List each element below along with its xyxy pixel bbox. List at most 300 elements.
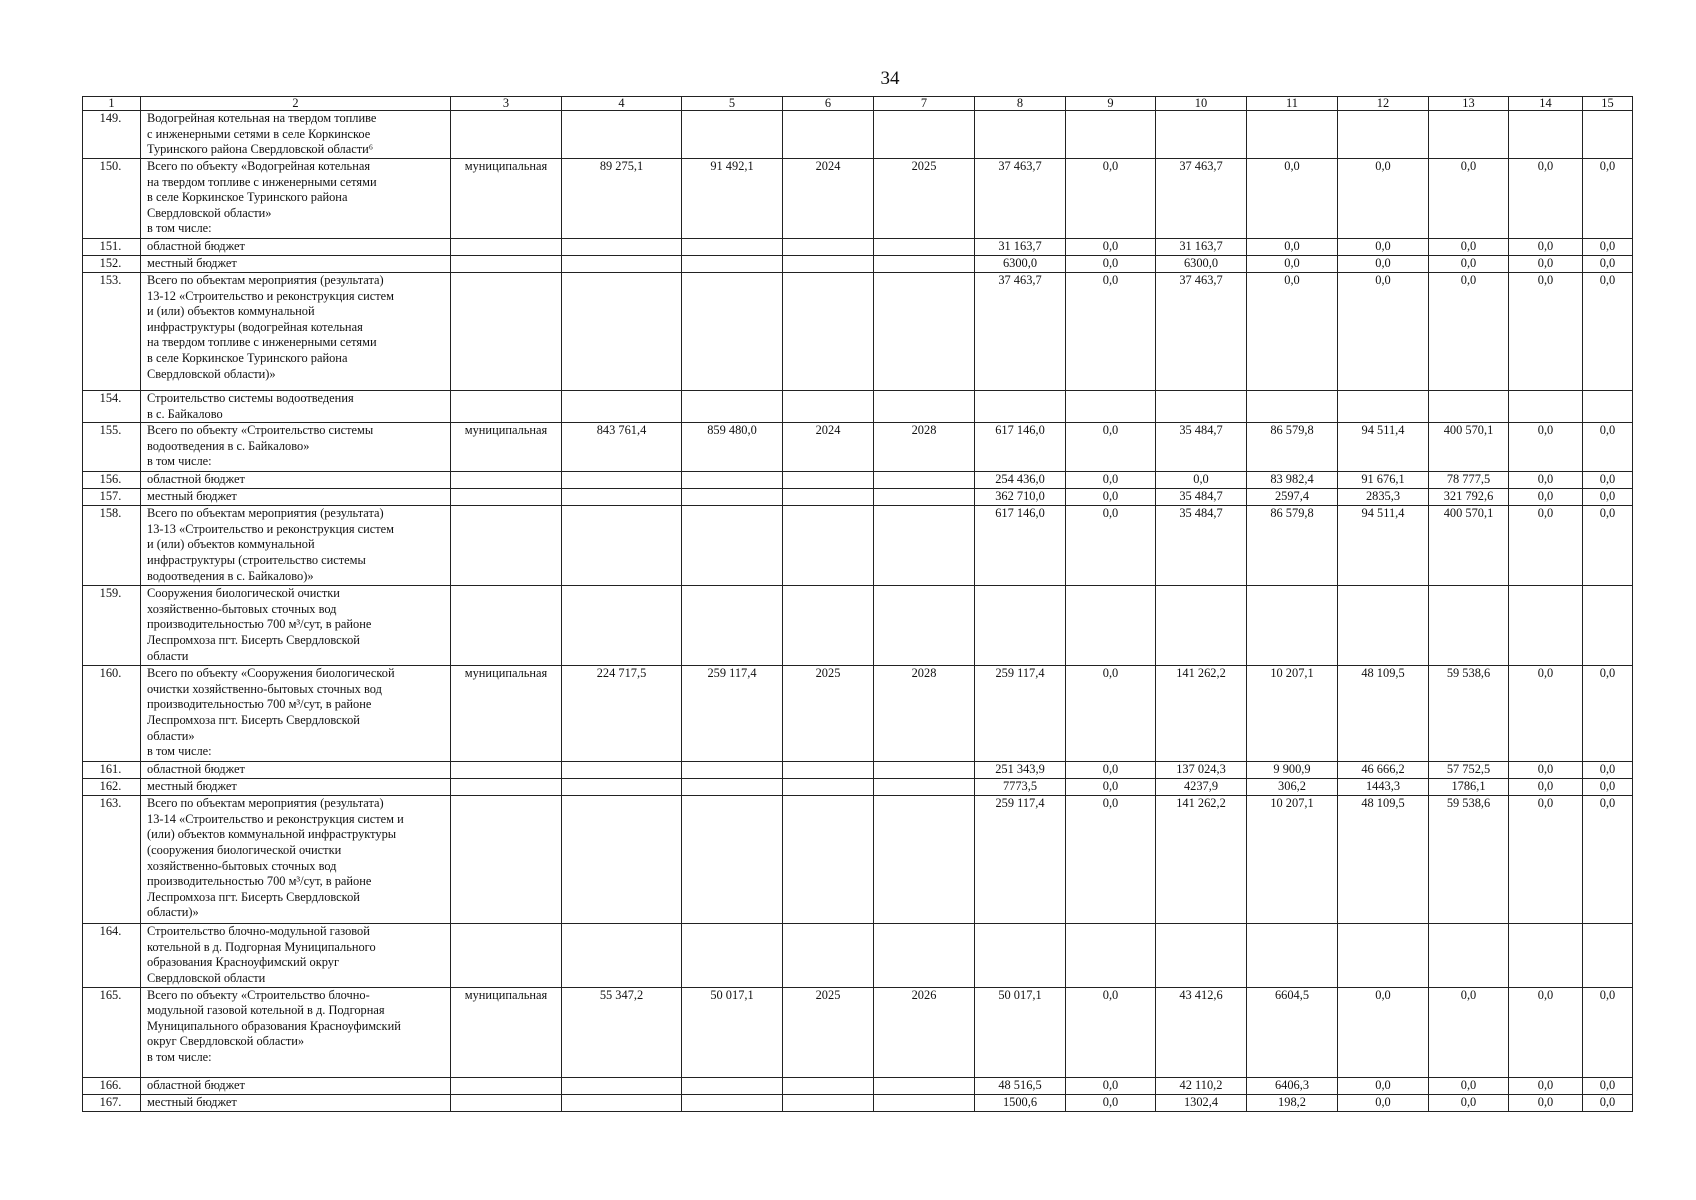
cell-col-14: 0,0 [1509, 423, 1583, 472]
table-row [83, 159, 1633, 239]
cell-col-12: 94 511,4 [1338, 423, 1429, 472]
cell-col-9: 0,0 [1066, 273, 1156, 391]
cell-col-11: 0,0 [1247, 256, 1338, 273]
cell-col-4 [562, 924, 682, 987]
cell-col-3 [451, 762, 562, 779]
row-name: местный бюджет [141, 779, 451, 796]
cell-col-9: 0,0 [1066, 423, 1156, 472]
cell-col-14: 0,0 [1509, 762, 1583, 779]
cell-col-4 [562, 489, 682, 506]
cell-col-11 [1247, 111, 1338, 159]
cell-col-3 [451, 391, 562, 423]
cell-col-3 [451, 239, 562, 256]
cell-col-8: 254 436,0 [975, 472, 1066, 489]
cell-col-3 [451, 111, 562, 159]
column-header: 15 [1583, 97, 1633, 111]
cell-col-3 [451, 506, 562, 586]
cell-col-12: 1443,3 [1338, 779, 1429, 796]
cell-col-5 [682, 796, 783, 924]
cell-col-11: 2597,4 [1247, 489, 1338, 506]
cell-col-9: 0,0 [1066, 987, 1156, 1077]
cell-col-4 [562, 1094, 682, 1111]
row-number: 157. [83, 489, 141, 506]
cell-col-11: 0,0 [1247, 239, 1338, 256]
cell-col-6: 2024 [783, 159, 874, 239]
cell-col-12 [1338, 924, 1429, 987]
cell-col-12: 0,0 [1338, 239, 1429, 256]
cell-col-3 [451, 796, 562, 924]
cell-col-10: 35 484,7 [1156, 423, 1247, 472]
cell-col-12: 0,0 [1338, 1077, 1429, 1094]
column-header: 11 [1247, 97, 1338, 111]
row-number: 165. [83, 987, 141, 1077]
row-number: 150. [83, 159, 141, 239]
cell-col-13: 400 570,1 [1429, 423, 1509, 472]
table-row [83, 1077, 1633, 1094]
table-row [83, 423, 1633, 472]
cell-col-12: 0,0 [1338, 1094, 1429, 1111]
cell-col-15: 0,0 [1583, 1094, 1633, 1111]
cell-col-4 [562, 762, 682, 779]
cell-col-8: 37 463,7 [975, 273, 1066, 391]
table-row [83, 273, 1633, 391]
row-name: Всего по объектам мероприятия (результата) 13-14 «Строительство и реконструкция систем и (или) объектов коммунальной инфраструктуры (сооружения биологической очистки хозяйственно-бытовых сточных вод производительностью 700 м³/сут, в районе Леспромхоза пгт. Бисерть Свердловской области)» [141, 796, 451, 924]
cell-col-12 [1338, 391, 1429, 423]
cell-col-6 [783, 1077, 874, 1094]
cell-col-5 [682, 779, 783, 796]
page-number: 34 [880, 68, 900, 89]
cell-col-15: 0,0 [1583, 666, 1633, 762]
cell-col-7 [874, 239, 975, 256]
row-number: 160. [83, 666, 141, 762]
cell-col-13: 78 777,5 [1429, 472, 1509, 489]
cell-col-8: 31 163,7 [975, 239, 1066, 256]
cell-col-14 [1509, 111, 1583, 159]
table-row [83, 987, 1633, 1077]
cell-col-9 [1066, 391, 1156, 423]
cell-col-8: 1500,6 [975, 1094, 1066, 1111]
cell-col-13: 0,0 [1429, 273, 1509, 391]
cell-col-15 [1583, 391, 1633, 423]
cell-col-12: 48 109,5 [1338, 796, 1429, 924]
cell-col-15: 0,0 [1583, 472, 1633, 489]
cell-col-14: 0,0 [1509, 779, 1583, 796]
cell-col-11: 0,0 [1247, 273, 1338, 391]
row-name: Всего по объекту «Сооружения биологической очистки хозяйственно-бытовых сточных вод производительностью 700 м³/сут, в районе Леспромхоза пгт. Бисерть Свердловской области» в том числе: [141, 666, 451, 762]
cell-col-7 [874, 256, 975, 273]
cell-col-6 [783, 111, 874, 159]
cell-col-15: 0,0 [1583, 489, 1633, 506]
cell-col-5 [682, 1094, 783, 1111]
cell-col-4 [562, 256, 682, 273]
row-number: 167. [83, 1094, 141, 1111]
cell-col-6 [783, 506, 874, 586]
row-number: 162. [83, 779, 141, 796]
cell-col-10: 35 484,7 [1156, 489, 1247, 506]
column-header: 4 [562, 97, 682, 111]
row-number: 158. [83, 506, 141, 586]
cell-col-7 [874, 489, 975, 506]
cell-col-8 [975, 924, 1066, 987]
cell-col-15: 0,0 [1583, 762, 1633, 779]
cell-col-11 [1247, 924, 1338, 987]
cell-col-10: 1302,4 [1156, 1094, 1247, 1111]
cell-col-5: 50 017,1 [682, 987, 783, 1077]
column-header: 7 [874, 97, 975, 111]
cell-col-14: 0,0 [1509, 256, 1583, 273]
cell-col-6 [783, 796, 874, 924]
cell-col-8 [975, 586, 1066, 666]
cell-col-5 [682, 472, 783, 489]
cell-col-8: 37 463,7 [975, 159, 1066, 239]
cell-col-7: 2028 [874, 666, 975, 762]
cell-col-13: 0,0 [1429, 159, 1509, 239]
row-number: 154. [83, 391, 141, 423]
cell-col-5 [682, 489, 783, 506]
cell-col-3 [451, 256, 562, 273]
cell-col-9: 0,0 [1066, 489, 1156, 506]
cell-col-11: 86 579,8 [1247, 423, 1338, 472]
cell-col-10: 31 163,7 [1156, 239, 1247, 256]
cell-col-14: 0,0 [1509, 1094, 1583, 1111]
cell-col-7 [874, 506, 975, 586]
cell-col-4 [562, 586, 682, 666]
cell-col-7 [874, 391, 975, 423]
cell-col-10: 35 484,7 [1156, 506, 1247, 586]
cell-col-7 [874, 1077, 975, 1094]
cell-col-8: 7773,5 [975, 779, 1066, 796]
cell-col-12: 0,0 [1338, 987, 1429, 1077]
cell-col-11: 0,0 [1247, 159, 1338, 239]
cell-col-12 [1338, 586, 1429, 666]
row-number: 159. [83, 586, 141, 666]
cell-col-5 [682, 924, 783, 987]
cell-col-15 [1583, 586, 1633, 666]
table-row [83, 239, 1633, 256]
cell-col-7 [874, 924, 975, 987]
cell-col-7 [874, 273, 975, 391]
cell-col-6 [783, 779, 874, 796]
cell-col-6 [783, 586, 874, 666]
cell-col-13 [1429, 586, 1509, 666]
cell-col-5 [682, 1077, 783, 1094]
column-header: 2 [141, 97, 451, 111]
table-row [83, 1094, 1633, 1111]
cell-col-9: 0,0 [1066, 256, 1156, 273]
table-row [83, 666, 1633, 762]
cell-col-11 [1247, 586, 1338, 666]
column-header: 9 [1066, 97, 1156, 111]
cell-col-5 [682, 762, 783, 779]
cell-col-4 [562, 391, 682, 423]
cell-col-13: 1786,1 [1429, 779, 1509, 796]
cell-col-5 [682, 586, 783, 666]
cell-col-13: 400 570,1 [1429, 506, 1509, 586]
cell-col-7 [874, 796, 975, 924]
cell-col-11: 9 900,9 [1247, 762, 1338, 779]
cell-col-15: 0,0 [1583, 256, 1633, 273]
cell-col-15: 0,0 [1583, 159, 1633, 239]
cell-col-13: 0,0 [1429, 239, 1509, 256]
cell-col-9 [1066, 111, 1156, 159]
cell-col-15: 0,0 [1583, 506, 1633, 586]
cell-col-4 [562, 239, 682, 256]
row-number: 149. [83, 111, 141, 159]
row-name: Всего по объекту «Водогрейная котельная на твердом топливе с инженерными сетями в селе Коркинское Туринского района Свердловской области» в том числе: [141, 159, 451, 239]
cell-col-10 [1156, 111, 1247, 159]
table-row [83, 506, 1633, 586]
cell-col-6 [783, 273, 874, 391]
cell-col-4 [562, 472, 682, 489]
cell-col-10: 137 024,3 [1156, 762, 1247, 779]
row-name: местный бюджет [141, 256, 451, 273]
column-header: 5 [682, 97, 783, 111]
cell-col-12: 46 666,2 [1338, 762, 1429, 779]
cell-col-10: 141 262,2 [1156, 666, 1247, 762]
cell-col-9 [1066, 586, 1156, 666]
cell-col-9: 0,0 [1066, 1077, 1156, 1094]
cell-col-4 [562, 779, 682, 796]
cell-col-15: 0,0 [1583, 273, 1633, 391]
cell-col-9: 0,0 [1066, 796, 1156, 924]
budget-table [82, 96, 1633, 1112]
cell-col-7 [874, 111, 975, 159]
cell-col-4: 89 275,1 [562, 159, 682, 239]
cell-col-12: 48 109,5 [1338, 666, 1429, 762]
cell-col-13 [1429, 924, 1509, 987]
row-name: местный бюджет [141, 489, 451, 506]
cell-col-9 [1066, 924, 1156, 987]
cell-col-8: 617 146,0 [975, 423, 1066, 472]
cell-col-5: 91 492,1 [682, 159, 783, 239]
cell-col-15 [1583, 111, 1633, 159]
cell-col-7 [874, 472, 975, 489]
cell-col-12: 0,0 [1338, 273, 1429, 391]
table-row [83, 489, 1633, 506]
cell-col-10: 0,0 [1156, 472, 1247, 489]
cell-col-7: 2028 [874, 423, 975, 472]
table-row [83, 779, 1633, 796]
cell-col-5 [682, 273, 783, 391]
cell-col-14: 0,0 [1509, 506, 1583, 586]
cell-col-4: 55 347,2 [562, 987, 682, 1077]
cell-col-13: 57 752,5 [1429, 762, 1509, 779]
cell-col-10: 4237,9 [1156, 779, 1247, 796]
row-name: областной бюджет [141, 239, 451, 256]
cell-col-9: 0,0 [1066, 762, 1156, 779]
cell-col-11 [1247, 391, 1338, 423]
cell-col-14 [1509, 586, 1583, 666]
row-name: Всего по объекту «Строительство системы водоотведения в с. Байкалово» в том числе: [141, 423, 451, 472]
row-number: 164. [83, 924, 141, 987]
cell-col-14: 0,0 [1509, 987, 1583, 1077]
cell-col-10 [1156, 391, 1247, 423]
cell-col-6 [783, 472, 874, 489]
cell-col-4 [562, 273, 682, 391]
cell-col-10: 37 463,7 [1156, 159, 1247, 239]
cell-col-12 [1338, 111, 1429, 159]
row-name: областной бюджет [141, 472, 451, 489]
cell-col-15: 0,0 [1583, 987, 1633, 1077]
cell-col-7 [874, 1094, 975, 1111]
cell-col-9: 0,0 [1066, 472, 1156, 489]
cell-col-11: 6406,3 [1247, 1077, 1338, 1094]
column-header: 3 [451, 97, 562, 111]
cell-col-3 [451, 273, 562, 391]
cell-col-13: 59 538,6 [1429, 796, 1509, 924]
cell-col-13: 0,0 [1429, 1094, 1509, 1111]
cell-col-12: 0,0 [1338, 159, 1429, 239]
cell-col-3 [451, 1077, 562, 1094]
row-number: 163. [83, 796, 141, 924]
cell-col-8: 617 146,0 [975, 506, 1066, 586]
cell-col-10: 37 463,7 [1156, 273, 1247, 391]
row-number: 152. [83, 256, 141, 273]
cell-col-8: 6300,0 [975, 256, 1066, 273]
cell-col-14: 0,0 [1509, 239, 1583, 256]
cell-col-5 [682, 239, 783, 256]
cell-col-15: 0,0 [1583, 779, 1633, 796]
cell-col-6 [783, 924, 874, 987]
cell-col-14: 0,0 [1509, 273, 1583, 391]
cell-col-6 [783, 256, 874, 273]
column-header: 6 [783, 97, 874, 111]
cell-col-5 [682, 256, 783, 273]
table-row [83, 256, 1633, 273]
cell-col-3: муниципальная [451, 159, 562, 239]
cell-col-3 [451, 472, 562, 489]
cell-col-8: 251 343,9 [975, 762, 1066, 779]
cell-col-8: 48 516,5 [975, 1077, 1066, 1094]
cell-col-13 [1429, 111, 1509, 159]
cell-col-10 [1156, 586, 1247, 666]
table-row [83, 762, 1633, 779]
row-name: местный бюджет [141, 1094, 451, 1111]
cell-col-8 [975, 391, 1066, 423]
cell-col-14: 0,0 [1509, 472, 1583, 489]
cell-col-13 [1429, 391, 1509, 423]
cell-col-10: 42 110,2 [1156, 1077, 1247, 1094]
cell-col-11: 10 207,1 [1247, 796, 1338, 924]
cell-col-3: муниципальная [451, 423, 562, 472]
cell-col-5 [682, 111, 783, 159]
cell-col-3 [451, 779, 562, 796]
row-number: 156. [83, 472, 141, 489]
cell-col-7: 2026 [874, 987, 975, 1077]
cell-col-11: 306,2 [1247, 779, 1338, 796]
cell-col-8: 50 017,1 [975, 987, 1066, 1077]
cell-col-12: 0,0 [1338, 256, 1429, 273]
cell-col-14: 0,0 [1509, 159, 1583, 239]
cell-col-6: 2025 [783, 987, 874, 1077]
cell-col-6: 2025 [783, 666, 874, 762]
cell-col-11: 198,2 [1247, 1094, 1338, 1111]
cell-col-15: 0,0 [1583, 1077, 1633, 1094]
cell-col-15: 0,0 [1583, 239, 1633, 256]
row-name: Всего по объектам мероприятия (результата) 13-12 «Строительство и реконструкция систем и (или) объектов коммунальной инфраструктуры (водогрейная котельная на твердом топливе с инженерными сетями в селе Коркинское Туринского района Свердловской области)» [141, 273, 451, 391]
cell-col-14: 0,0 [1509, 796, 1583, 924]
row-number: 166. [83, 1077, 141, 1094]
cell-col-5 [682, 391, 783, 423]
cell-col-6 [783, 489, 874, 506]
cell-col-3 [451, 586, 562, 666]
table-row [83, 391, 1633, 423]
row-name: Всего по объектам мероприятия (результата) 13-13 «Строительство и реконструкция систем и (или) объектов коммунальной инфраструктуры (строительство системы водоотведения в с. Байкалово)» [141, 506, 451, 586]
cell-col-7 [874, 779, 975, 796]
cell-col-11: 83 982,4 [1247, 472, 1338, 489]
cell-col-12: 94 511,4 [1338, 506, 1429, 586]
cell-col-15 [1583, 924, 1633, 987]
cell-col-8: 259 117,4 [975, 796, 1066, 924]
cell-col-13: 321 792,6 [1429, 489, 1509, 506]
row-number: 153. [83, 273, 141, 391]
cell-col-4 [562, 506, 682, 586]
table-row [83, 924, 1633, 987]
cell-col-9: 0,0 [1066, 239, 1156, 256]
table-row [83, 586, 1633, 666]
cell-col-5 [682, 506, 783, 586]
cell-col-9: 0,0 [1066, 779, 1156, 796]
cell-col-7: 2025 [874, 159, 975, 239]
cell-col-4: 843 761,4 [562, 423, 682, 472]
cell-col-12: 91 676,1 [1338, 472, 1429, 489]
cell-col-6: 2024 [783, 423, 874, 472]
cell-col-11: 86 579,8 [1247, 506, 1338, 586]
cell-col-6 [783, 762, 874, 779]
column-number-row [83, 97, 1633, 111]
row-name: Строительство системы водоотведения в с. Байкалово [141, 391, 451, 423]
cell-col-3 [451, 924, 562, 987]
cell-col-13: 0,0 [1429, 987, 1509, 1077]
column-header: 13 [1429, 97, 1509, 111]
row-number: 161. [83, 762, 141, 779]
cell-col-14 [1509, 391, 1583, 423]
cell-col-6 [783, 1094, 874, 1111]
cell-col-3: муниципальная [451, 987, 562, 1077]
table-row [83, 796, 1633, 924]
cell-col-10: 6300,0 [1156, 256, 1247, 273]
cell-col-12: 2835,3 [1338, 489, 1429, 506]
cell-col-4: 224 717,5 [562, 666, 682, 762]
column-header: 10 [1156, 97, 1247, 111]
column-header: 12 [1338, 97, 1429, 111]
row-name: Сооружения биологической очистки хозяйственно-бытовых сточных вод производительностью 700 м³/сут, в районе Леспромхоза пгт. Бисерть Свердловской области [141, 586, 451, 666]
cell-col-15: 0,0 [1583, 796, 1633, 924]
column-header: 8 [975, 97, 1066, 111]
column-header: 1 [83, 97, 141, 111]
cell-col-4 [562, 111, 682, 159]
cell-col-14: 0,0 [1509, 489, 1583, 506]
row-name: областной бюджет [141, 762, 451, 779]
row-name: Всего по объекту «Строительство блочно- модульной газовой котельной в д. Подгорная Муниципального образования Красноуфимский округ Свердловской области» в том числе: [141, 987, 451, 1077]
cell-col-13: 0,0 [1429, 1077, 1509, 1094]
cell-col-9: 0,0 [1066, 666, 1156, 762]
row-name: Строительство блочно-модульной газовой котельной в д. Подгорная Муниципального образования Красноуфимский округ Свердловской области [141, 924, 451, 987]
cell-col-9: 0,0 [1066, 506, 1156, 586]
cell-col-6 [783, 239, 874, 256]
table-row [83, 111, 1633, 159]
cell-col-4 [562, 1077, 682, 1094]
row-number: 151. [83, 239, 141, 256]
cell-col-3: муниципальная [451, 666, 562, 762]
cell-col-11: 6604,5 [1247, 987, 1338, 1077]
cell-col-9: 0,0 [1066, 1094, 1156, 1111]
cell-col-3 [451, 489, 562, 506]
cell-col-5: 259 117,4 [682, 666, 783, 762]
column-header: 14 [1509, 97, 1583, 111]
row-number: 155. [83, 423, 141, 472]
cell-col-10: 43 412,6 [1156, 987, 1247, 1077]
